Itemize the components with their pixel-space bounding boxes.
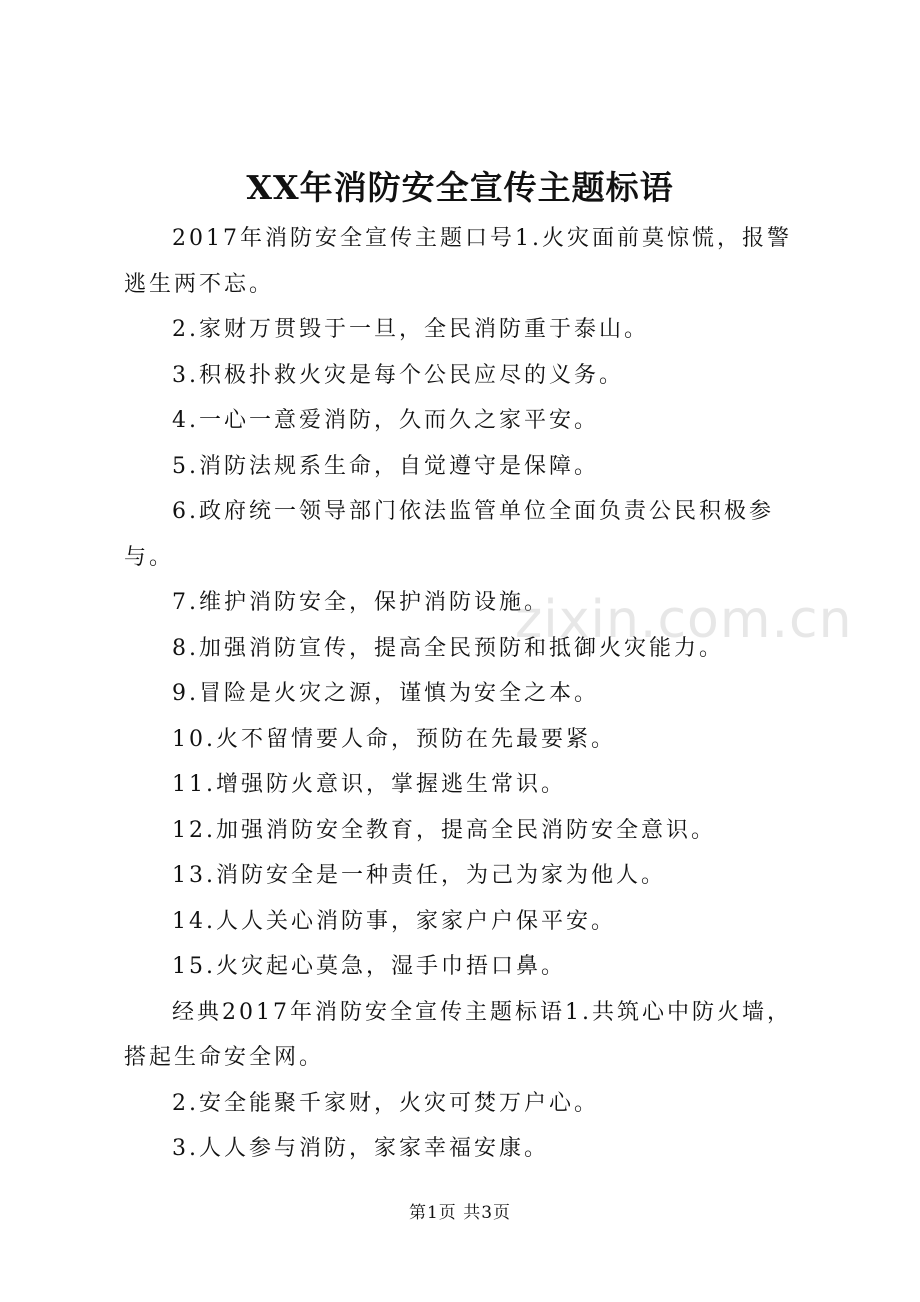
paragraph: 6.政府统一领导部门依法监管单位全面负责公民积极参与。 bbox=[124, 499, 774, 570]
paragraph: 2.安全能聚千家财，火灾可焚万户心。 bbox=[172, 1090, 599, 1116]
paragraph: 10.火不留情要人命，预防在先最要紧。 bbox=[172, 726, 616, 752]
page-footer: 第1页 共3页 bbox=[408, 1203, 512, 1223]
paragraph: 经典2017年消防安全宣传主题标语1.共筑心中防火墙，搭起生命安全网。 bbox=[124, 999, 792, 1070]
paragraph: 3.积极扑救火灾是每个公民应尽的义务。 bbox=[172, 362, 624, 388]
paragraph: 5.消防法规系生命，自觉遵守是保障。 bbox=[172, 453, 599, 479]
paragraph: 7.维护消防安全，保护消防设施。 bbox=[172, 590, 549, 615]
paragraph: 3.人人参与消防，家家幸福安康。 bbox=[172, 1136, 549, 1161]
paragraph: 12.加强消防安全教育，提高全民消防安全意识。 bbox=[172, 817, 716, 843]
paragraph: 9.冒险是火灾之源，谨慎为安全之本。 bbox=[172, 681, 599, 706]
document-title: XX年消防安全宣传主题标语 bbox=[246, 168, 674, 207]
watermark: zixin.com.cn bbox=[515, 590, 853, 650]
paragraph: 15.火灾起心莫急，湿手巾捂口鼻。 bbox=[172, 954, 566, 979]
paragraph: 8.加强消防宣传，提高全民预防和抵御火灾能力。 bbox=[172, 635, 724, 661]
paragraph: 14.人人关心消防事，家家户户保平安。 bbox=[172, 908, 616, 934]
paragraph: 13.消防安全是一种责任，为己为家为他人。 bbox=[172, 863, 666, 888]
paragraph: 2017年消防安全宣传主题口号1.火灾面前莫惊慌，报警逃生两不忘。 bbox=[124, 226, 792, 297]
paragraph: 11.增强防火意识，掌握逃生常识。 bbox=[172, 772, 566, 797]
paragraph: 4.一心一意爱消防，久而久之家平安。 bbox=[172, 408, 599, 433]
paragraph: 2.家财万贯毁于一旦，全民消防重于泰山。 bbox=[172, 317, 649, 342]
document-body bbox=[124, 216, 814, 1172]
